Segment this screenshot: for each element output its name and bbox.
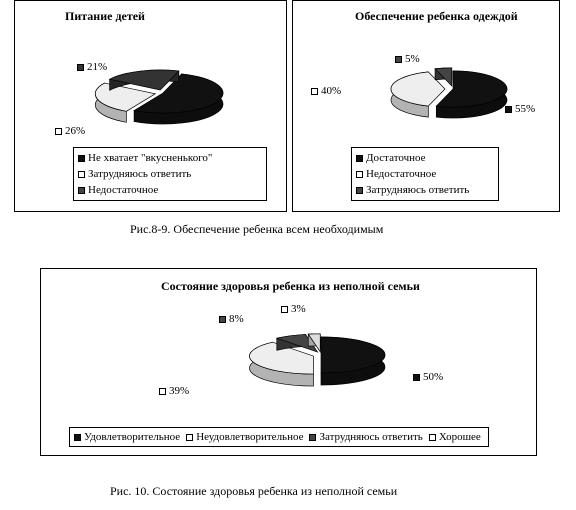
legend-item: Не хватает "вкусненького" [74,150,266,166]
slice-label-khoroshee: 3% [281,303,306,315]
legend-swatch [78,155,85,162]
chart-panel-nutrition [14,0,287,212]
chart-legend [351,147,499,201]
legend-item: Затрудняюсь ответить [352,182,498,198]
legend-swatch [55,128,62,135]
slice-label-nedostatochnoe: 21% [77,61,107,73]
chart-legend [69,427,489,447]
legend-swatch [311,88,318,95]
legend-swatch [505,106,512,113]
legend-item: Достаточное [352,150,498,166]
legend-swatch [219,316,226,323]
slice-label-zatrudnyayus: 5% [395,53,420,65]
chart-panel-health [40,268,537,456]
legend-swatch [413,374,420,381]
legend-swatch [395,56,402,63]
legend-item: Недостаточное [352,166,498,182]
figure-caption: Рис.8-9. Обеспечение ребенка всем необходимым [130,222,384,236]
chart-title: Питание детей [65,9,145,23]
slice-label-neudovl: 39% [159,385,189,397]
slice-label-zatrudnyayus: 8% [219,313,244,325]
legend-item: Хорошее [429,429,481,445]
slice-label-dostatochnoe: 55% [505,103,535,115]
legend-swatch [186,434,193,441]
legend-swatch [77,64,84,71]
legend-swatch [429,434,436,441]
legend-swatch [78,171,85,178]
legend-item: Затрудняюсь ответить [309,429,422,445]
slice-label-zatrudnyayus: 26% [55,125,85,137]
chart-title: Состояние здоровья ребенка из неполной семьи [161,279,420,293]
figure-caption: Рис. 10. Состояние здоровья ребенка из неполной семьи [110,484,398,498]
legend-swatch [159,388,166,395]
legend-row [70,428,488,446]
legend-item: Недостаточное [74,182,266,198]
chart-panel-clothing [292,0,560,212]
legend-swatch [356,187,363,194]
slice-label-nedostatochnoe: 40% [311,85,341,97]
legend-swatch [78,187,85,194]
chart-legend [73,147,267,201]
legend-item: Затрудняюсь ответить [74,166,266,182]
chart-title: Обеспечение ребенка одеждой [355,9,518,23]
legend-swatch [356,171,363,178]
legend-swatch [309,434,316,441]
legend-item: Неудовлетворительное [186,429,303,445]
legend-swatch [356,155,363,162]
slice-label-udovl: 50% [413,371,443,383]
legend-item: Удовлетворительное [74,429,180,445]
legend-swatch [281,306,288,313]
legend-swatch [74,434,81,441]
